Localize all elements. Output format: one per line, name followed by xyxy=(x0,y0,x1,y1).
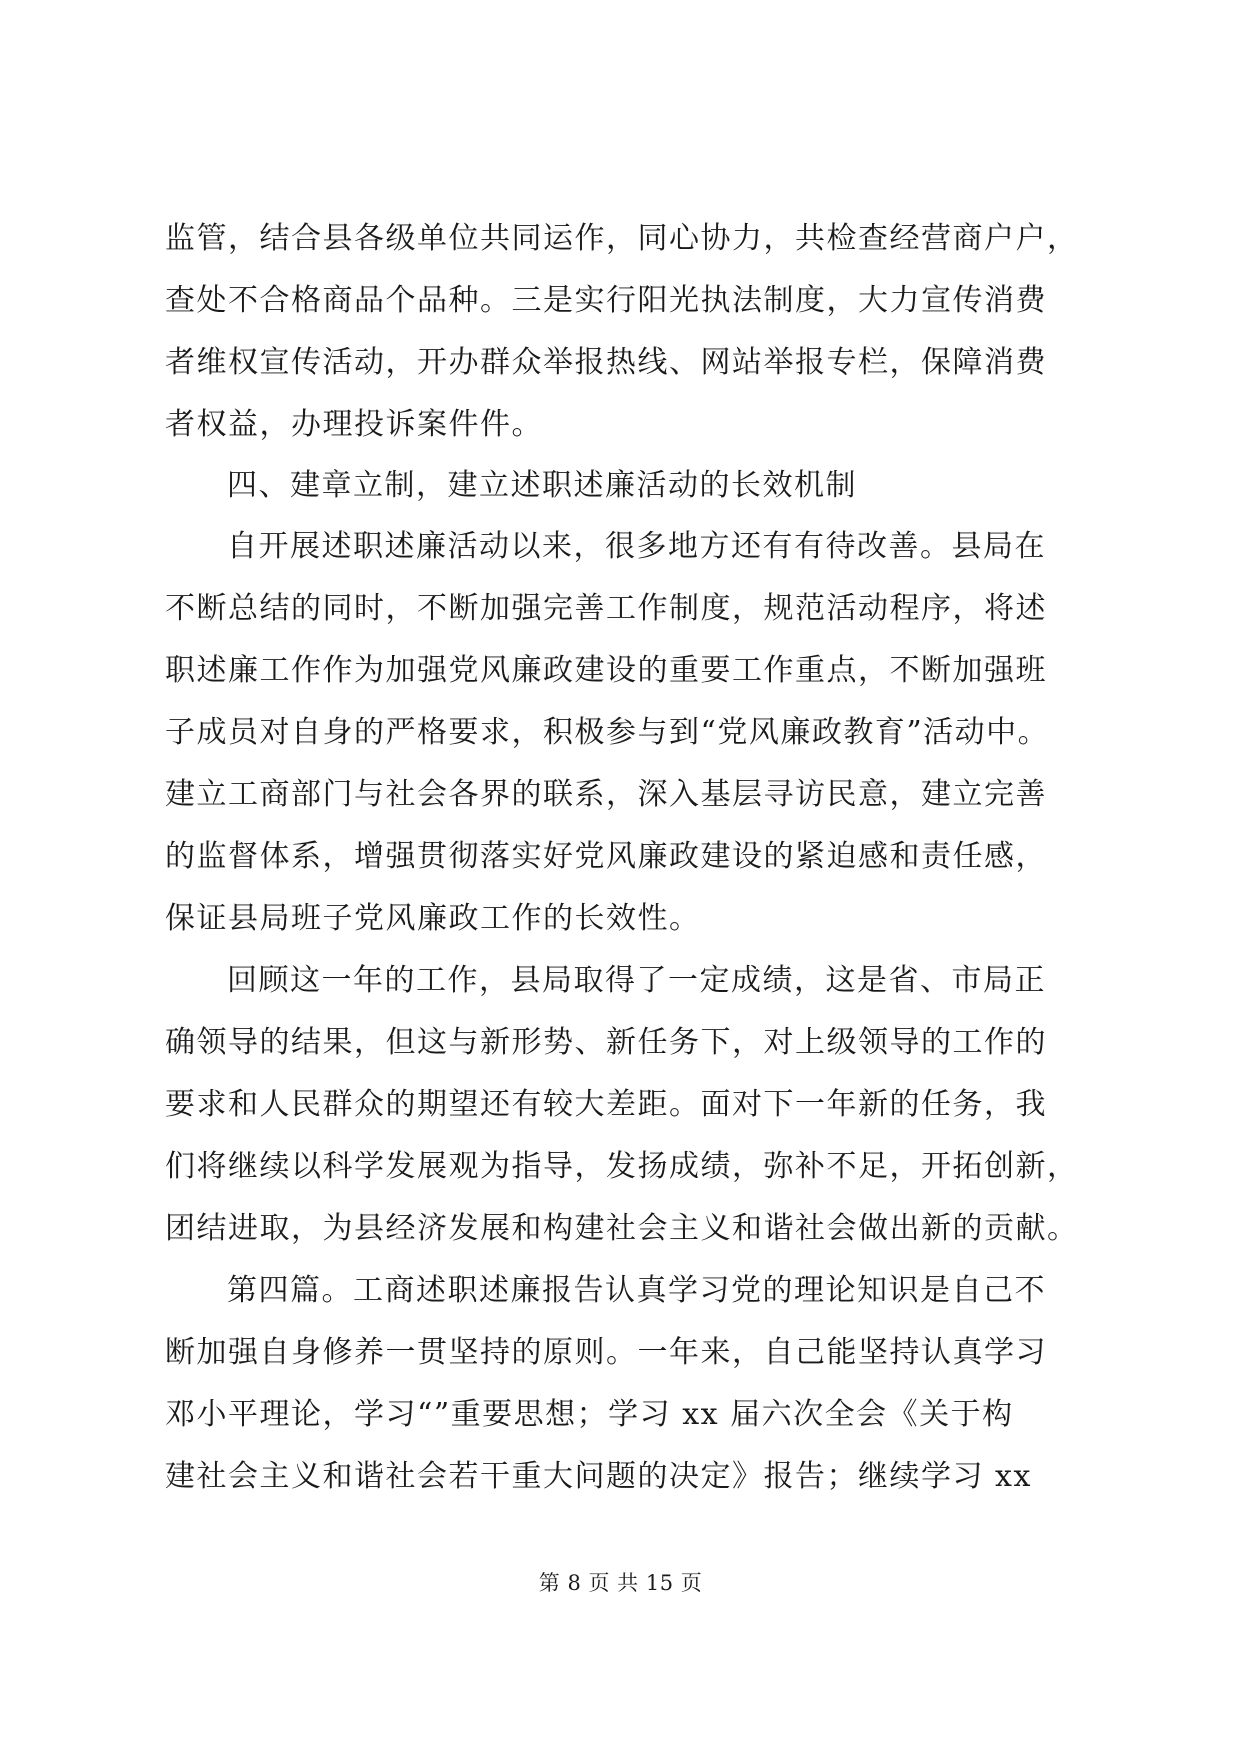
text-line: 确领导的结果，但这与新形势、新任务下，对上级领导的工作的 xyxy=(165,1025,1047,1060)
text-line: 监管，结合县各级单位共同运作，同心协力，共检查经营商户户， xyxy=(165,221,1079,256)
text-line: 不断总结的同时，不断加强完善工作制度，规范活动程序，将述 xyxy=(165,591,1047,626)
document-body xyxy=(165,208,1077,1508)
paragraph-continuation xyxy=(165,208,1077,456)
text-line: 职述廉工作作为加强党风廉政建设的重要工作重点，不断加强班 xyxy=(165,653,1047,688)
text-line: 邓小平理论，学习“”重要思想；学习 xx 届六次全会《关于构 xyxy=(165,1397,1014,1432)
text-line: 自开展述职述廉活动以来，很多地方还有有待改善。县局在 xyxy=(227,529,1046,564)
paragraph-mechanism xyxy=(165,516,1077,950)
text-line: 子成员对自身的严格要求，积极参与到“党风廉政教育”活动中。 xyxy=(165,715,1050,750)
text-line: 者权益，办理投诉案件件。 xyxy=(165,407,543,442)
paragraph-fourth-article xyxy=(165,1260,1077,1508)
text-line: 保证县局班子党风廉政工作的长效性。 xyxy=(165,901,701,936)
text-line: 们将继续以科学发展观为指导，发扬成绩，弥补不足，开拓创新， xyxy=(165,1149,1079,1184)
paragraph-review xyxy=(165,950,1077,1260)
text-line: 断加强自身修养一贯坚持的原则。一年来，自己能坚持认真学习 xyxy=(165,1335,1047,1370)
text-line: 的监督体系，增强贯彻落实好党风廉政建设的紧迫感和责任感， xyxy=(165,839,1047,874)
text-line: 回顾这一年的工作，县局取得了一定成绩，这是省、市局正 xyxy=(227,963,1046,998)
heading-text: 四、建章立制，建立述职述廉活动的长效机制 xyxy=(227,468,857,503)
page-footer xyxy=(0,1567,1241,1597)
text-line: 建社会主义和谐社会若干重大问题的决定》报告；继续学习 xx xyxy=(165,1459,1032,1494)
section-heading-four xyxy=(165,456,1077,516)
text-line: 查处不合格商品个品种。三是实行阳光执法制度，大力宣传消费 xyxy=(165,283,1047,318)
page-number: 第 8 页 共 15 页 xyxy=(538,1571,703,1595)
text-line: 第四篇。工商述职述廉报告认真学习党的理论知识是自己不 xyxy=(227,1273,1046,1308)
text-line: 者维权宣传活动，开办群众举报热线、网站举报专栏，保障消费 xyxy=(165,345,1047,380)
text-line: 团结进取，为县经济发展和构建社会主义和谐社会做出新的贡献。 xyxy=(165,1211,1079,1246)
text-line: 要求和人民群众的期望还有较大差距。面对下一年新的任务，我 xyxy=(165,1087,1047,1122)
text-line: 建立工商部门与社会各界的联系，深入基层寻访民意，建立完善 xyxy=(165,777,1047,812)
